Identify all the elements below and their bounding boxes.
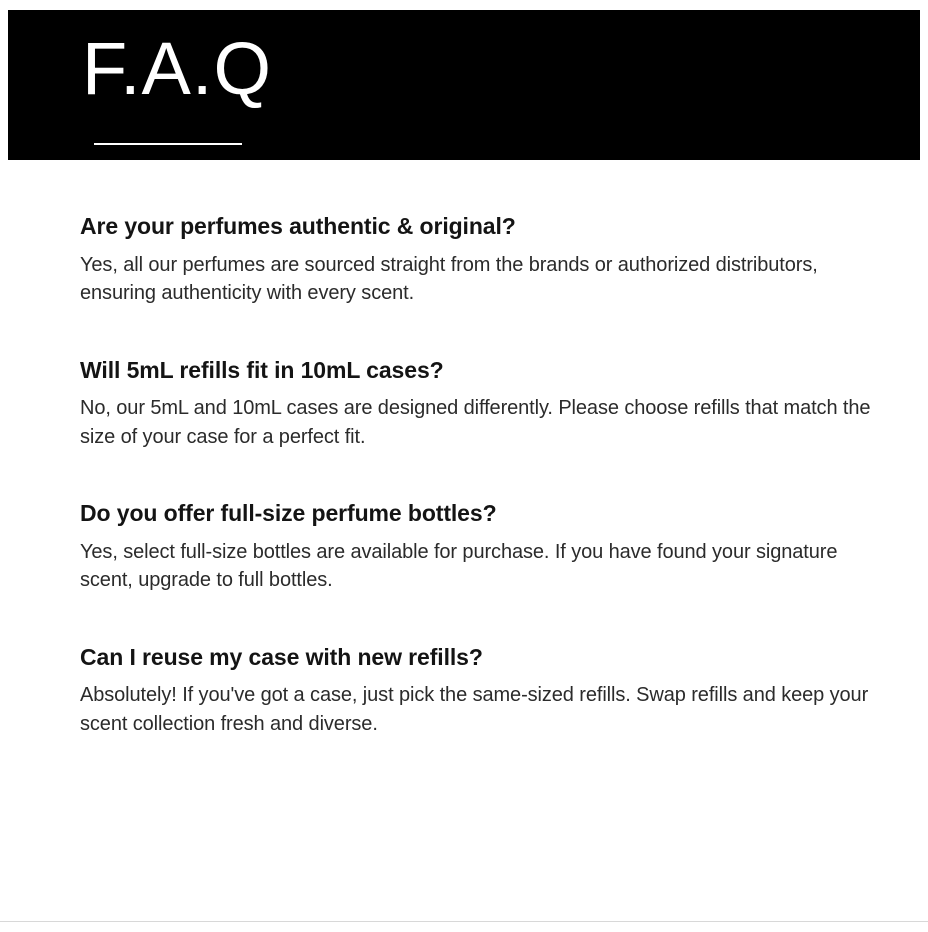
- faq-answer: Yes, all our perfumes are sourced straight from the brands or authorized distributors, ensuring authenticity with every scent.: [80, 253, 818, 305]
- page-title: F.A.Q: [82, 27, 273, 110]
- faq-list: [0, 160, 928, 738]
- top-margin-strip: [0, 0, 928, 10]
- faq-question: Do you offer full-size perfume bottles?: [80, 500, 497, 527]
- faq-answer: Yes, select full-size bottles are available for purchase. If you have found your signature scent, upgrade to full bottles.: [80, 540, 838, 592]
- bottom-divider: [0, 921, 928, 922]
- faq-question: Can I reuse my case with new refills?: [80, 643, 483, 670]
- faq-item: [80, 356, 872, 452]
- faq-item: [80, 212, 872, 308]
- faq-question: Will 5mL refills fit in 10mL cases?: [80, 356, 444, 383]
- faq-answer: No, our 5mL and 10mL cases are designed differently. Please choose refills that match the size of your case for a perfect fit.: [80, 397, 871, 448]
- faq-header-banner: [8, 10, 920, 160]
- faq-item: [80, 499, 872, 595]
- faq-answer: Absolutely! If you've got a case, just pick the same-sized refills. Swap refills and keep your scent collection fresh and diverse.: [80, 684, 869, 735]
- faq-item: [80, 643, 872, 739]
- faq-question: Are your perfumes authentic & original?: [80, 213, 516, 239]
- title-underline-rule: [94, 143, 242, 145]
